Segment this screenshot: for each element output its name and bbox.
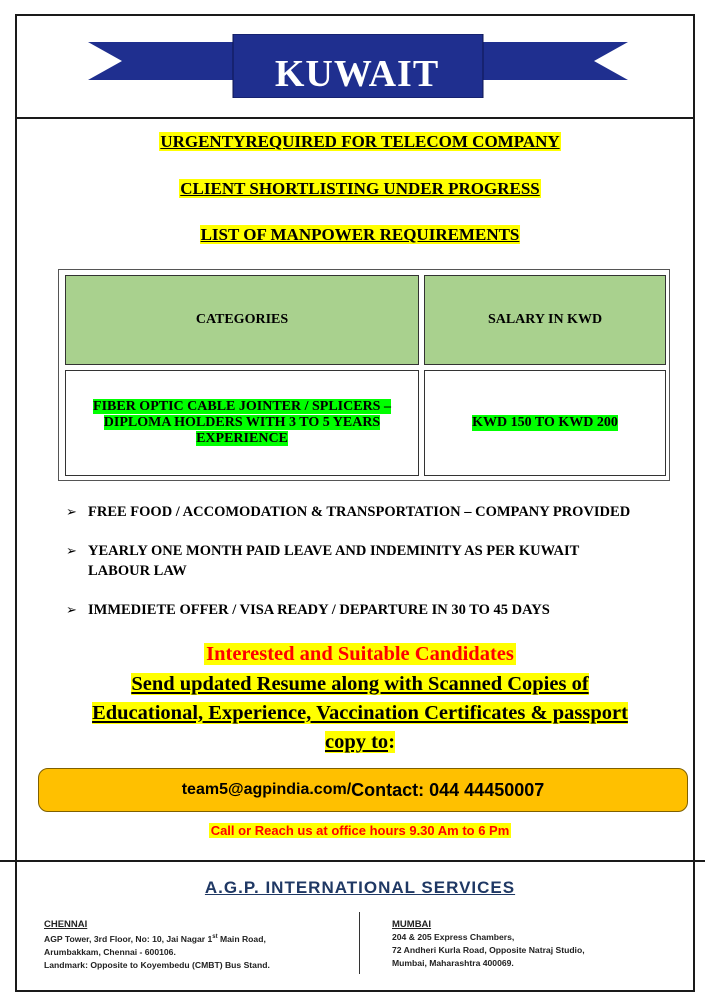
cta-interested-text: Interested and Suitable Candidates: [206, 643, 514, 665]
mumbai-line-1: 204 & 205 Express Chambers,: [392, 932, 515, 942]
heading-shortlisting: [0, 179, 720, 199]
footer-divider: [0, 860, 705, 862]
chennai-line-1: [44, 931, 270, 946]
benefit-text-continued: LABOUR LAW: [88, 563, 187, 579]
ribbon-left-tail: [88, 42, 248, 80]
cta-line-1-text: Send updated Resume along with Scanned Copies of: [131, 673, 589, 695]
header-salary: [424, 275, 666, 365]
benefit-item: [66, 543, 579, 580]
arrow-bullet-icon: ➢: [66, 603, 77, 618]
mumbai-line-3: Mumbai, Maharashtra 400069.: [392, 958, 514, 968]
chennai-line-1-b: Main Road,: [217, 933, 266, 944]
benefit-text: IMMEDIETE OFFER / VISA READY / DEPARTURE IN 30 TO 45 DAYS: [88, 602, 550, 618]
benefit-text: YEARLY ONE MONTH PAID LEAVE AND INDEMINITY AS PER KUWAIT: [88, 543, 580, 559]
office-hours-text: Call or Reach us at office hours 9.30 Am to 6 Pm: [210, 823, 510, 838]
chennai-line-1-sup: st: [212, 934, 218, 940]
chennai-address: [44, 918, 270, 972]
header-categories: [65, 275, 419, 365]
cta-line-2: [0, 702, 720, 725]
company-name: A.G.P. INTERNATIONAL SERVICES: [204, 878, 516, 897]
benefit-text: FREE FOOD / ACCOMODATION & TRANSPORTATION – COMPANY PROVIDED: [88, 504, 631, 520]
category-line-2: DIPLOMA HOLDERS WITH 3 TO 5 YEARS: [103, 415, 381, 430]
cta-interested: [0, 643, 720, 666]
cta-line-3: [0, 731, 720, 754]
address-divider: [359, 912, 360, 974]
mumbai-line-2: 72 Andheri Kurla Road, Opposite Natraj Studio,: [392, 945, 585, 955]
salary-value: KWD 150 TO KWD 200: [472, 415, 618, 430]
heading-manpower: [0, 225, 720, 245]
heading-urgent: [0, 132, 720, 152]
mumbai-city: MUMBAI: [392, 919, 432, 930]
ribbon-right-tail: [468, 42, 628, 80]
category-line-3: EXPERIENCE: [196, 431, 288, 446]
category-line-1: FIBER OPTIC CABLE JOINTER / SPLICERS –: [93, 399, 391, 414]
heading-shortlisting-text: CLIENT SHORTLISTING UNDER PROGRESS: [180, 179, 540, 198]
chennai-line-3: Landmark: Opposite to Koyembedu (CMBT) Bus Stand.: [44, 959, 270, 970]
header-salary-label: SALARY IN KWD: [487, 312, 603, 327]
chennai-city: CHENNAI: [44, 919, 88, 930]
mumbai-address: [392, 918, 585, 970]
cta-line-2-text: Educational, Experience, Vaccination Certificates & passport: [92, 702, 628, 724]
chennai-line-1-a: AGP Tower, 3rd Floor, No: 10, Jai Nagar 1: [44, 933, 213, 944]
cta-line-1: [0, 673, 720, 696]
heading-urgent-text: URGENTYREQUIRED FOR TELECOM COMPANY: [160, 132, 560, 151]
category-cell: [65, 370, 419, 476]
cta-line-3-text: copy to: [324, 731, 389, 753]
salary-cell: [424, 370, 666, 476]
office-hours: [0, 823, 720, 838]
poster-frame: [15, 14, 695, 992]
cta-colon: :: [388, 731, 396, 753]
arrow-bullet-icon: ➢: [66, 544, 77, 559]
chennai-line-2: Arumbakkam, Chennai - 600106.: [44, 946, 176, 957]
arrow-bullet-icon: ➢: [66, 505, 77, 520]
requirements-table: [58, 269, 670, 481]
heading-manpower-text: LIST OF MANPOWER REQUIREMENTS: [200, 225, 520, 244]
benefit-item: [66, 504, 630, 521]
contact-box: [38, 768, 688, 812]
contact-phone: Contact: 044 44450007: [351, 779, 545, 800]
banner-divider: [17, 117, 693, 119]
banner-title: KUWAIT: [274, 53, 440, 95]
contact-email-link[interactable]: team5@agpindia.com/: [181, 781, 352, 798]
header-categories-label: CATEGORIES: [195, 312, 289, 327]
benefit-item: [66, 602, 550, 619]
